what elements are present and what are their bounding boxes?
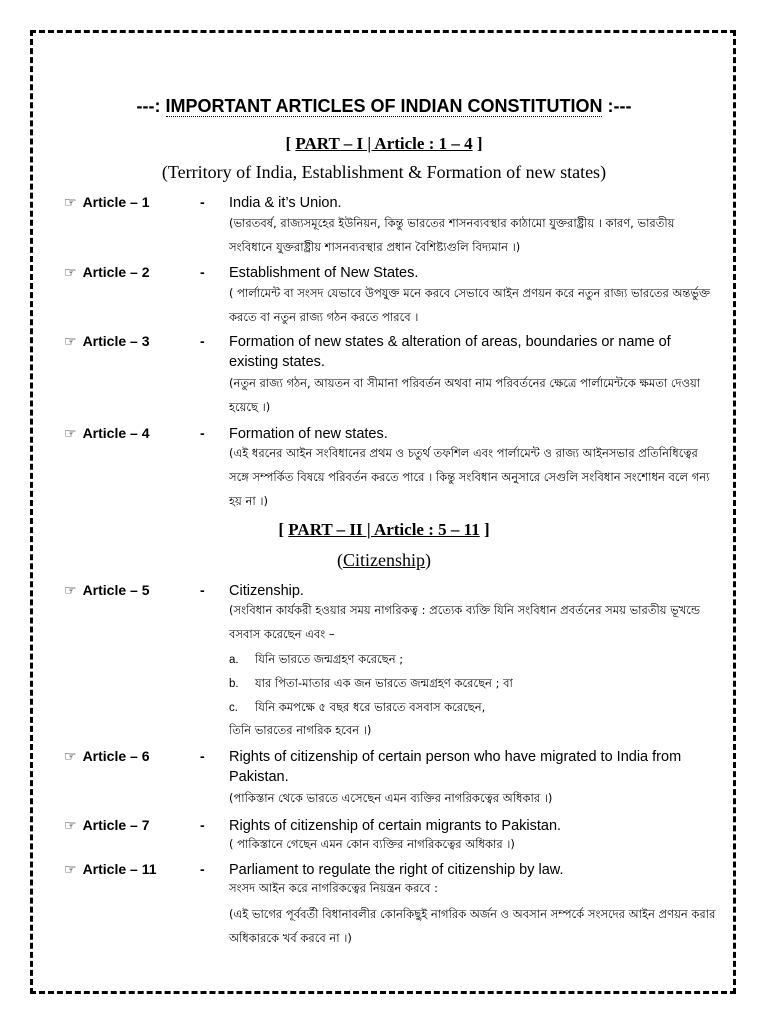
- article-title: Parliament to regulate the right of citizenship by law.: [229, 862, 564, 878]
- dash: -: [200, 425, 205, 441]
- article-title: India & it’s Union.: [229, 195, 342, 211]
- part-1-subtitle: (Territory of India, Establishment & Formation of new states): [161, 162, 607, 182]
- article-label: ☞ Article – 2: [64, 264, 150, 280]
- dash: -: [200, 861, 205, 877]
- article-title: Formation of new states & alteration of areas, boundaries or name of existing states.: [229, 334, 671, 370]
- article-title: Rights of citizenship of certain migrants to Pakistan.: [229, 818, 562, 834]
- article-label: ☞ Article – 6: [64, 748, 150, 764]
- page-title-main: IMPORTANT ARTICLES OF INDIAN CONSTITUTION: [165, 96, 603, 116]
- article-description: ( পার্লামেন্ট বা সংসদ যেভাবে উপযুক্ত মনে করবে সেভাবে আইন প্রণয়ন করে নতুন রাজ্য ভারতের অন্তর্ভুক্ত করতে বা নতুন রাজ্য গঠন করতে পারবে ।: [229, 286, 711, 324]
- article-title: Formation of new states.: [229, 426, 388, 442]
- article-description: (পাকিস্তান থেকে ভারতে এসেছেন এমন ব্যক্তির নাগরিকত্বের অধিকার ।): [229, 791, 553, 805]
- article-label: ☞ Article – 5: [64, 582, 150, 598]
- article-label: ☞ Article – 4: [64, 425, 150, 441]
- article-label: ☞ Article – 1: [64, 194, 150, 210]
- article-subtitle-bn: সংসদ আইন করে নাগরিকত্বের নিয়ন্ত্রন করবে :: [229, 881, 438, 895]
- article-label: ☞ Article – 3: [64, 333, 150, 349]
- part-1-heading: [ PART – I | Article : 1 – 4 ]: [285, 134, 483, 153]
- page-title: ---: IMPORTANT ARTICLES OF INDIAN CONSTITUTION :---: [136, 96, 632, 116]
- article-label: ☞ Article – 11: [64, 861, 157, 877]
- list-item: c. যিনি কমপক্ষে ৫ বছর ধরে ভারতে বসবাস করেছেন,: [229, 700, 486, 714]
- hand-pointing-book-icon: ☞: [64, 817, 77, 833]
- hand-pointing-book-icon: ☞: [64, 861, 77, 877]
- hand-pointing-book-icon: ☞: [64, 264, 77, 280]
- hand-pointing-book-icon: ☞: [64, 425, 77, 441]
- dash: -: [200, 748, 205, 764]
- article-title: Rights of citizenship of certain person who have migrated to India from Pakistan.: [229, 749, 682, 785]
- article-description: (ভারতবর্ষ, রাজ্যসমূহের ইউনিয়ন, কিন্তু ভারতের শাসনব্যবস্থার কাঠামো যুক্তরাষ্ট্রীয় । কারণ, ভারতীয় সংবিধানে যুক্তরাষ্ট্রীয় শাসনব্যবস্থার প্রধান বৈশিষ্ট্যগুলি বিদ্যমান ।): [229, 216, 675, 254]
- dash: -: [200, 582, 205, 598]
- dash: -: [200, 264, 205, 280]
- article-label: ☞ Article – 7: [64, 817, 150, 833]
- hand-pointing-book-icon: ☞: [64, 582, 77, 598]
- part-2-heading: [ PART – II | Article : 5 – 11 ]: [278, 520, 490, 539]
- hand-pointing-book-icon: ☞: [64, 748, 77, 764]
- list-item: b. যার পিতা-মাতার এক জন ভারতে জন্মগ্রহণ করেছেন ; বা: [229, 676, 513, 690]
- article-description: ( পাকিস্তানে গেছেন এমন কোন ব্যক্তির নাগরিকত্বের অধিকার ।): [229, 837, 515, 851]
- dash: -: [200, 817, 205, 833]
- dash: -: [200, 194, 205, 210]
- hand-pointing-book-icon: ☞: [64, 333, 77, 349]
- dash: -: [200, 333, 205, 349]
- hand-pointing-book-icon: ☞: [64, 194, 77, 210]
- article-description: (সংবিধান কার্যকরী হওয়ার সময় নাগরিকত্ব : প্রত্যেক ব্যক্তি যিনি সংবিধান প্রবর্তনের সময় ভারতীয় ভূখন্ডে বসবাস করেছেন এবং –: [229, 603, 701, 641]
- article-title: Citizenship.: [229, 583, 304, 599]
- list-item: a. যিনি ভারতে জন্মগ্রহণ করেছেন ;: [229, 652, 404, 666]
- article-description: (এই ধরনের আইন সংবিধানের প্রথম ও চতুর্থ তফশিল এবং পার্লামেন্ট ও রাজ্য আইনসভার প্রতিনিধিত্বের সঙ্গে সম্পর্কিত বিষয়ে পরিবর্তন করতে পারে । কিন্তু সংবিধান অনুসারে সেগুলি সংবিধান সংশোধন বলে গন্য হয় না ।): [229, 446, 710, 508]
- article-title: Establishment of New States.: [229, 265, 419, 281]
- article-description: (এই ভাগের পূর্ববর্তী বিধানাবলীর কোনকিছুই নাগরিক অর্জন ও অবসান সম্পর্কে সংসদের আইন প্রণয়ন করার অধিকারকে খর্ব করবে না ।): [229, 907, 716, 945]
- part-2-subtitle: (Citizenship): [337, 550, 431, 570]
- article-description-end: তিনি ভারতের নাগরিক হবেন ।): [229, 723, 372, 737]
- article-description: (নতুন রাজ্য গঠন, আয়তন বা সীমানা পরিবর্তন অথবা নাম পরিবর্তনের ক্ষেত্রে পার্লামেন্টকে ক্ষমতা দেওয়া হয়েছে ।): [229, 376, 701, 414]
